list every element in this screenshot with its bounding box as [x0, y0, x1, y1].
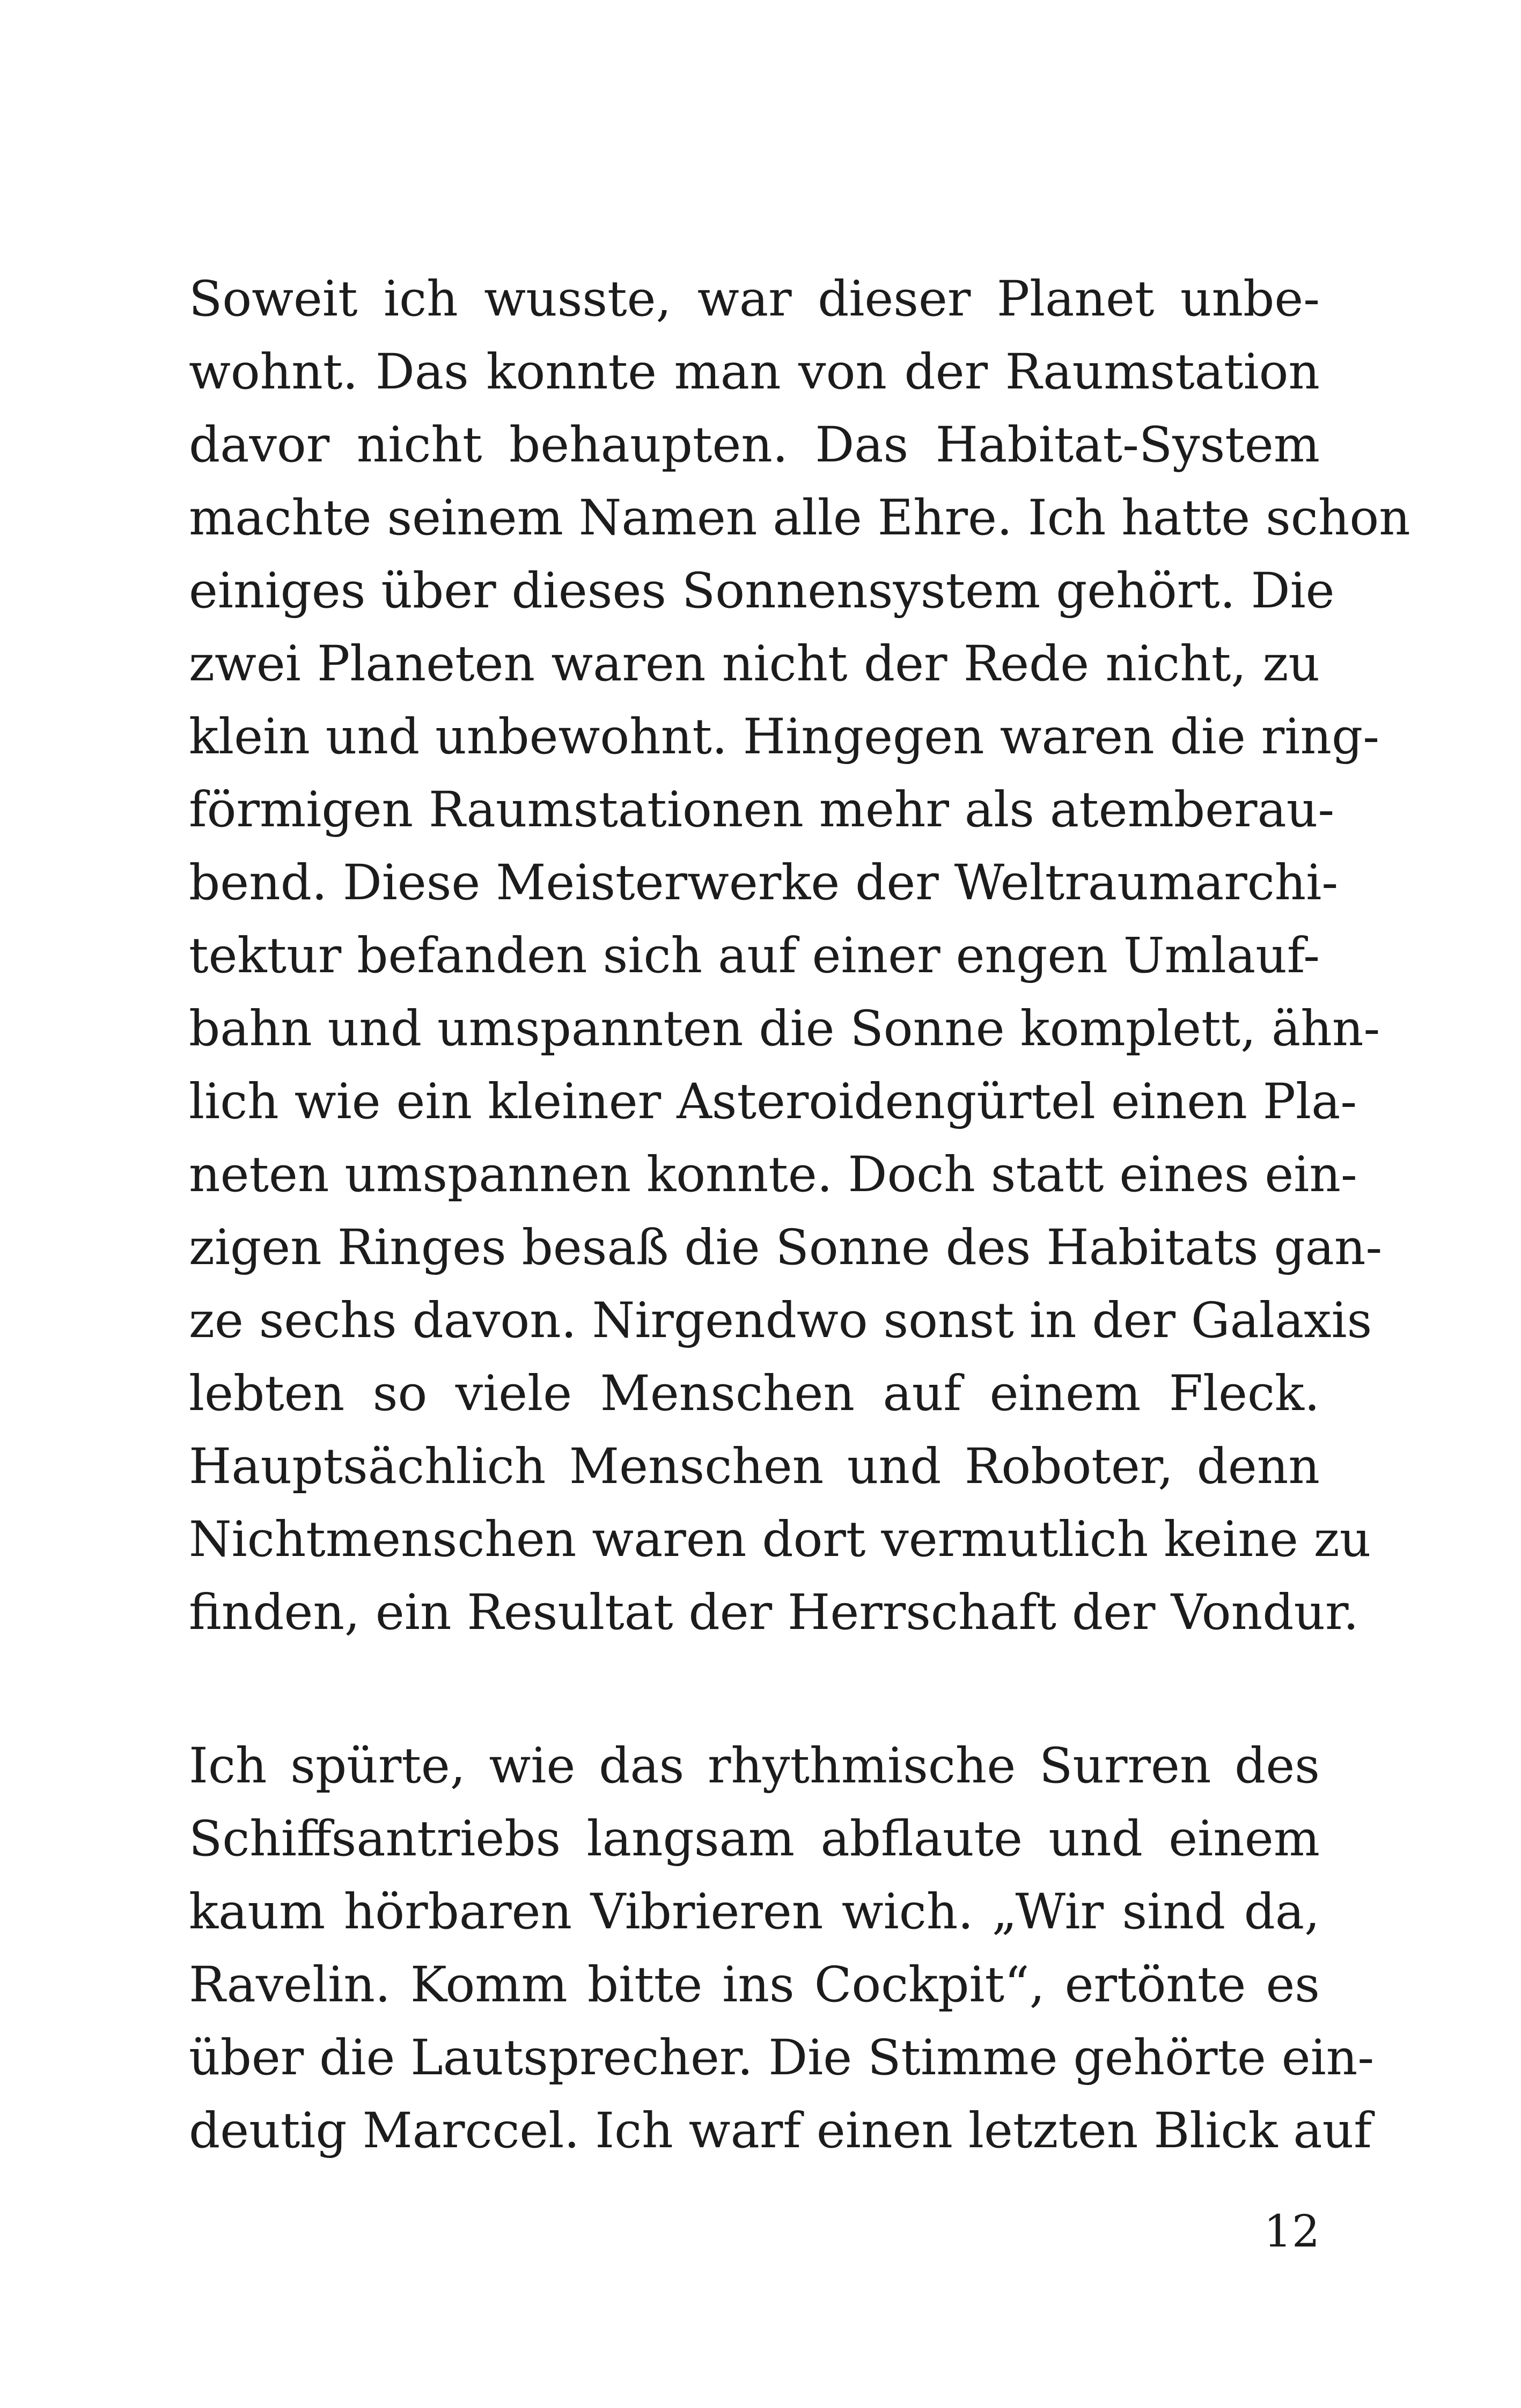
paragraph-1: [189, 263, 1410, 1649]
text-line: Soweit ich wusste, war dieser Planet unbe-: [189, 271, 1320, 327]
text-line: machte seinem Namen alle Ehre. Ich hatte schon: [189, 490, 1410, 546]
text-line: förmigen Raumstationen mehr als atemberau-: [189, 782, 1335, 838]
text-line: wohnt. Das konnte man von der Raumstation: [189, 344, 1320, 400]
text-line: klein und unbewohnt. Hingegen waren die ring-: [189, 709, 1379, 765]
text-line: Nichtmenschen waren dort vermutlich keine zu: [189, 1511, 1371, 1568]
text-line: davor nicht behaupten. Das Habitat-System: [189, 417, 1320, 473]
text-line: deutig Marccel. Ich warf einen letzten Blick auf: [189, 2103, 1372, 2159]
text-line: neten umspannen konnte. Doch statt eines ein-: [189, 1147, 1357, 1203]
text-line: zigen Ringes besaß die Sonne des Habitats gan-: [189, 1220, 1383, 1276]
text-line: finden, ein Resultat der Herrschaft der Vondur.: [189, 1584, 1359, 1641]
text-line: kaum hörbaren Vibrieren wich. „Wir sind da,: [189, 1884, 1320, 1940]
text-line: Ravelin. Komm bitte ins Cockpit“, ertönte es: [189, 1957, 1320, 2013]
text-line: einiges über dieses Sonnensystem gehört. Die: [189, 563, 1335, 619]
text-line: bend. Diese Meisterwerke der Weltraumarchi-: [189, 855, 1339, 911]
text-line: lebten so viele Menschen auf einem Fleck.: [189, 1365, 1320, 1422]
text-line: tektur befanden sich auf einer engen Umlauf-: [189, 928, 1320, 984]
page-number: 12: [1263, 2206, 1320, 2257]
text-line: ze sechs davon. Nirgendwo sonst in der Galaxis: [189, 1293, 1372, 1349]
text-line: Hauptsächlich Menschen und Roboter, denn: [189, 1438, 1320, 1495]
paragraph-2: [189, 1730, 1375, 2168]
text-line: lich wie ein kleiner Asteroidengürtel einen Pla-: [189, 1074, 1357, 1130]
text-line: über die Lautsprecher. Die Stimme gehörte ein-: [189, 2030, 1375, 2086]
text-line: Ich spürte, wie das rhythmische Surren des: [189, 1738, 1320, 1794]
text-line: Schiffsantriebs langsam abflaute und einem: [189, 1811, 1320, 1867]
text-line: bahn und umspannten die Sonne komplett, ähn-: [189, 1001, 1380, 1057]
text-line: zwei Planeten waren nicht der Rede nicht, zu: [189, 636, 1320, 692]
